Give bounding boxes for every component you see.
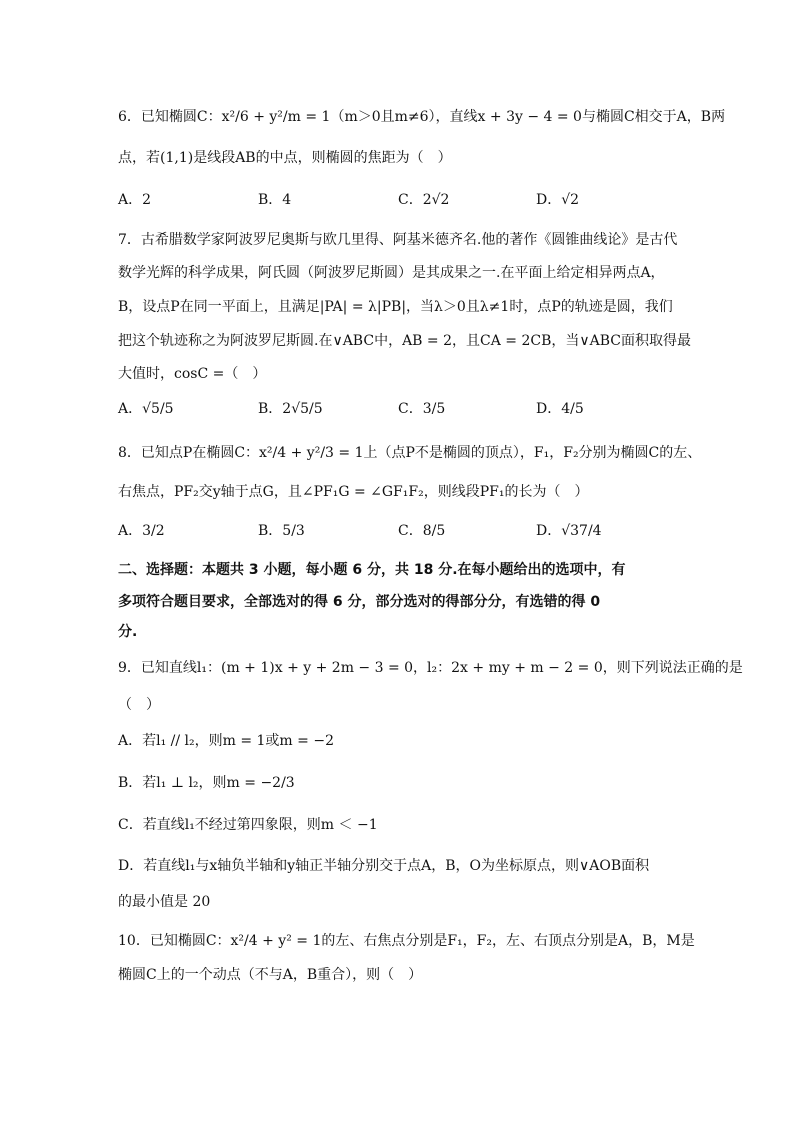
- q8-line2: 右焦点，PF₂交y轴于点G，且∠PF₁G = ∠GF₁F₂，则线段PF₁的长为（ ）: [118, 484, 589, 500]
- q6-option-a: A．2: [118, 192, 152, 208]
- q7-option-c: C．3/5: [398, 401, 446, 417]
- q7-option-a: A．√5/5: [118, 401, 174, 417]
- q9-option-a: A．若l₁ // l₂，则m = 1或m = −2: [118, 733, 334, 749]
- q9-option-d-line2: 的最小值是 20: [118, 894, 211, 910]
- section2-heading-line3: 分.: [118, 624, 138, 640]
- q7-line1: 7．古希腊数学家阿波罗尼奥斯与欧几里得、阿基米德齐名.他的著作《圆锥曲线论》是古代: [118, 232, 678, 248]
- q6-stem-equation: C：x²/6 + y²/m = 1（m＞0且m≠6），直线x + 3y − 4 = 0与椭圆C相交于A，B两: [196, 109, 726, 125]
- q8-option-c: C．8/5: [398, 523, 446, 539]
- q8-option-b: B．5/3: [258, 523, 305, 539]
- q9-option-c: C．若直线l₁不经过第四象限，则m ＜ −1: [118, 817, 378, 833]
- q6-stem-start: 6．已知椭圆: [118, 109, 197, 125]
- q9-line1: 9．已知直线l₁：(m + 1)x + y + 2m − 3 = 0，l₂：2x + my + m − 2 = 0，则下列说法正确的是: [118, 660, 743, 676]
- q7-line5: 大值时，cosC =（ ）: [118, 366, 267, 382]
- q9-line2: （ ）: [118, 697, 160, 713]
- q6-option-b: B．4: [258, 192, 292, 208]
- section2-heading-line2: 多项符合题目要求，全部选对的得 6 分，部分选对的得部分分，有选错的得 0: [118, 594, 601, 610]
- q10-line2: 椭圆C上的一个动点（不与A，B重合），则（ ）: [118, 967, 423, 983]
- q7-line4: 把这个轨迹称之为阿波罗尼斯圆.在∨ABC中，AB = 2，且CA = 2CB，当∨ABC面积取得最: [118, 333, 691, 349]
- q8-line1: 8．已知点P在椭圆C：x²/4 + y²/3 = 1上（点P不是椭圆的顶点），F₁，F₂分别为椭圆C的左、: [118, 445, 702, 461]
- q6-line1: [118, 106, 725, 128]
- q6-option-c: C．2√2: [398, 192, 450, 208]
- q8-option-d: D．√37/4: [536, 523, 602, 539]
- q7-option-b: B．2√5/5: [258, 401, 323, 417]
- section2-heading-line1: 二、选择题：本题共 3 小题，每小题 6 分，共 18 分.在每小题给出的选项中，有: [118, 562, 626, 578]
- q9-option-d-line1: D．若直线l₁与x轴负半轴和y轴正半轴分别交于点A，B，O为坐标原点，则∨AOB面积: [118, 858, 650, 874]
- q8-option-a: A．3/2: [118, 523, 165, 539]
- q7-option-d: D．4/5: [536, 401, 584, 417]
- q7-line3: B，设点P在同一平面上，且满足|PA| = λ|PB|，当λ＞0且λ≠1时，点P的轨迹是圆，我们: [118, 299, 673, 315]
- q10-line1: 10．已知椭圆C：x²/4 + y² = 1的左、右焦点分别是F₁，F₂，左、右顶点分别是A，B，M是: [118, 933, 695, 949]
- q9-option-b: B．若l₁ ⊥ l₂，则m = −2/3: [118, 775, 295, 791]
- q6-line2: 点，若(1,1)是线段AB的中点，则椭圆的焦距为（ ）: [118, 150, 452, 166]
- q7-line2: 数学光辉的科学成果，阿氏圆（阿波罗尼斯圆）是其成果之一.在平面上给定相异两点A，: [118, 265, 665, 281]
- q6-option-d: D．√2: [536, 192, 580, 208]
